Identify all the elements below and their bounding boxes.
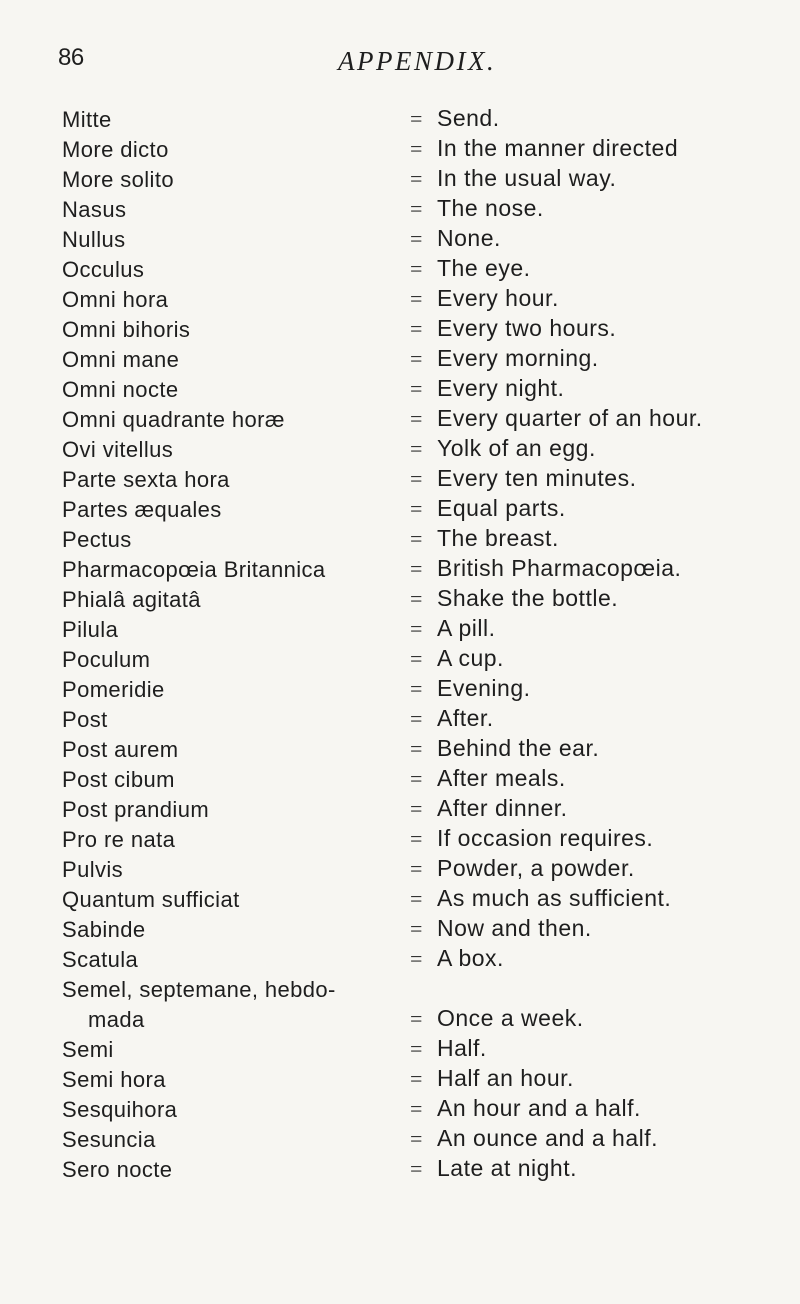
english-meaning: Half.: [437, 1035, 487, 1061]
glossary-entry: [0, 977, 800, 1007]
equals-sign: =: [410, 796, 423, 821]
equals-sign: =: [410, 586, 423, 611]
glossary-entry: [0, 1097, 800, 1127]
latin-term: Pilula: [62, 617, 119, 642]
latin-term: Post aurem: [62, 737, 179, 762]
english-meaning: Every ten minutes.: [437, 465, 637, 491]
equals-sign: =: [410, 166, 423, 191]
equals-sign: =: [410, 256, 423, 281]
latin-term: More solito: [62, 167, 174, 192]
english-meaning: After.: [437, 705, 494, 731]
glossary-entry: [0, 467, 800, 497]
equals-sign: =: [410, 1066, 423, 1091]
latin-term: Sesuncia: [62, 1127, 156, 1152]
equals-sign: =: [410, 736, 423, 761]
equals-sign: =: [410, 886, 423, 911]
latin-term: Quantum sufficiat: [62, 887, 240, 912]
equals-sign: =: [410, 526, 423, 551]
latin-term: Mitte: [62, 107, 112, 132]
glossary-entry: [0, 1067, 800, 1097]
equals-sign: =: [410, 766, 423, 791]
glossary-entry: [0, 857, 800, 887]
latin-term: Semel, septemane, hebdo-: [62, 977, 336, 1002]
glossary-entry: [0, 707, 800, 737]
glossary-entry: [0, 1157, 800, 1187]
english-meaning: Powder, a powder.: [437, 855, 635, 881]
english-meaning: If occasion requires.: [437, 825, 654, 851]
equals-sign: =: [410, 106, 423, 131]
latin-term: Scatula: [62, 947, 139, 972]
latin-term: Pulvis: [62, 857, 124, 882]
english-meaning: The nose.: [437, 195, 544, 221]
equals-sign: =: [410, 1156, 423, 1181]
english-meaning: An hour and a half.: [437, 1095, 641, 1121]
latin-term: Pharmacopœia Britannica: [62, 557, 326, 582]
latin-term: Omni mane: [62, 347, 180, 372]
english-meaning: As much as sufficient.: [437, 885, 672, 911]
english-meaning: A cup.: [437, 645, 504, 671]
equals-sign: =: [410, 226, 423, 251]
glossary-entry: [0, 587, 800, 617]
equals-sign: =: [410, 466, 423, 491]
latin-term: Pectus: [62, 527, 132, 552]
glossary-entry: [0, 737, 800, 767]
glossary-entry: [0, 677, 800, 707]
equals-sign: =: [410, 556, 423, 581]
equals-sign: =: [410, 646, 423, 671]
english-meaning: Evening.: [437, 675, 531, 701]
english-meaning: Late at night.: [437, 1155, 577, 1181]
english-meaning: Every quarter of an hour.: [437, 405, 703, 431]
glossary-entry: [0, 827, 800, 857]
english-meaning: Shake the bottle.: [437, 585, 619, 611]
equals-sign: =: [410, 316, 423, 341]
equals-sign: =: [410, 1096, 423, 1121]
glossary-entry: [0, 317, 800, 347]
equals-sign: =: [410, 706, 423, 731]
latin-term: Sesquihora: [62, 1097, 178, 1122]
glossary-entry: [0, 137, 800, 167]
glossary-entry: [0, 287, 800, 317]
latin-term: Nullus: [62, 227, 126, 252]
equals-sign: =: [410, 1006, 423, 1031]
english-meaning: A pill.: [437, 615, 496, 641]
equals-sign: =: [410, 436, 423, 461]
glossary-entry: [0, 107, 800, 137]
latin-term: Post cibum: [62, 767, 175, 792]
equals-sign: =: [410, 856, 423, 881]
latin-term: More dicto: [62, 137, 169, 162]
glossary-entry: [0, 557, 800, 587]
equals-sign: =: [410, 346, 423, 371]
equals-sign: =: [410, 196, 423, 221]
glossary-entry: [0, 257, 800, 287]
glossary-entry: [0, 167, 800, 197]
english-meaning: Every two hours.: [437, 315, 617, 341]
glossary-entry: [0, 347, 800, 377]
glossary-entry: [0, 227, 800, 257]
english-meaning: The eye.: [437, 255, 531, 281]
equals-sign: =: [410, 1126, 423, 1151]
english-meaning: The breast.: [437, 525, 559, 551]
english-meaning: After dinner.: [437, 795, 568, 821]
equals-sign: =: [410, 616, 423, 641]
english-meaning: Half an hour.: [437, 1065, 574, 1091]
english-meaning: Equal parts.: [437, 495, 566, 521]
english-meaning: Every night.: [437, 375, 565, 401]
english-meaning: British Pharmacopœia.: [437, 555, 682, 581]
equals-sign: =: [410, 286, 423, 311]
latin-term: Sero nocte: [62, 1157, 173, 1182]
equals-sign: =: [410, 406, 423, 431]
latin-term-continuation: mada: [88, 1007, 145, 1032]
latin-term: Pomeridie: [62, 677, 165, 702]
glossary-entry: [0, 647, 800, 677]
glossary-entry: [0, 767, 800, 797]
glossary-entry: [0, 887, 800, 917]
equals-sign: =: [410, 946, 423, 971]
glossary-entry: [0, 617, 800, 647]
equals-sign: =: [410, 496, 423, 521]
equals-sign: =: [410, 376, 423, 401]
glossary-entry: [0, 1007, 800, 1037]
latin-term: Partes æquales: [62, 497, 222, 522]
glossary-entry: [0, 527, 800, 557]
latin-term: Occulus: [62, 257, 145, 282]
english-meaning: Now and then.: [437, 915, 592, 941]
glossary-entry: [0, 497, 800, 527]
equals-sign: =: [410, 136, 423, 161]
latin-term: Omni quadrante horæ: [62, 407, 285, 432]
latin-term: Omni bihoris: [62, 317, 191, 342]
english-meaning: After meals.: [437, 765, 566, 791]
english-meaning: Every hour.: [437, 285, 559, 311]
latin-term: Parte sexta hora: [62, 467, 230, 492]
latin-term: Omni nocte: [62, 377, 179, 402]
page-title: APPENDIX.: [338, 46, 497, 76]
english-meaning: An ounce and a half.: [437, 1125, 658, 1151]
english-meaning: Send.: [437, 105, 500, 131]
glossary-entry: [0, 1037, 800, 1067]
english-meaning: Every morning.: [437, 345, 599, 371]
glossary-entry: [0, 377, 800, 407]
equals-sign: =: [410, 916, 423, 941]
latin-term: Omni hora: [62, 287, 169, 312]
english-meaning: Once a week.: [437, 1005, 584, 1031]
english-meaning: A box.: [437, 945, 504, 971]
latin-term: Semi hora: [62, 1067, 166, 1092]
equals-sign: =: [410, 676, 423, 701]
equals-sign: =: [410, 1036, 423, 1061]
glossary-entry: [0, 797, 800, 827]
glossary-entry: [0, 1127, 800, 1157]
latin-term: Sabinde: [62, 917, 146, 942]
english-meaning: In the usual way.: [437, 165, 617, 191]
glossary-entry: [0, 437, 800, 467]
glossary-entry: [0, 407, 800, 437]
latin-term: Poculum: [62, 647, 151, 672]
latin-term: Pro re nata: [62, 827, 176, 852]
page-number: 86: [58, 44, 84, 71]
glossary-entry: [0, 947, 800, 977]
latin-term: Post: [62, 707, 108, 732]
latin-term: Ovi vitellus: [62, 437, 174, 462]
latin-term: Post prandium: [62, 797, 210, 822]
english-meaning: None.: [437, 225, 501, 251]
glossary-entry: [0, 917, 800, 947]
english-meaning: Yolk of an egg.: [437, 435, 596, 461]
latin-term: Semi: [62, 1037, 114, 1062]
equals-sign: =: [410, 826, 423, 851]
glossary-entry: [0, 197, 800, 227]
latin-term: Nasus: [62, 197, 127, 222]
english-meaning: In the manner directed: [437, 135, 679, 161]
latin-term: Phialâ agitatâ: [62, 587, 201, 612]
english-meaning: Behind the ear.: [437, 735, 600, 761]
